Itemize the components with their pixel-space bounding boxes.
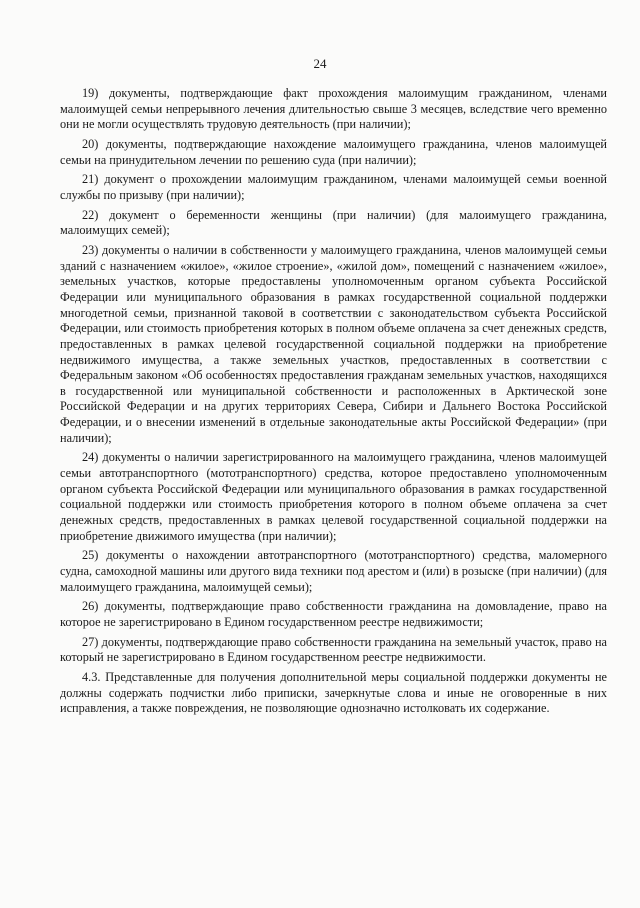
paragraph-item-27: 27) документы, подтверждающие право собственности гражданина на земельный участок, право на который не зарегистрировано в Едином государственном реестре недвижимости. [60,634,607,665]
paragraph-item-26: 26) документы, подтверждающие право собственности гражданина на домовладение, право на которое не зарегистрировано в Едином государственном реестре недвижимости; [60,599,607,629]
paragraph-item-25: 25) документы о нахождении автотранспортного (мототранспортного) средства, маломерного судна, самоходной машины или другого вида техники под арестом и (или) в розыске (при наличии) (для малоимущего гражданина, малоимущей семьи); [60,548,607,594]
paragraph-section-4-3: 4.3. Представленные для получения дополнительной меры социальной поддержки документы не должны содержать подчистки либо приписки, зачеркнутые слова и иные не оговоренные в них исправления, а также повреждения, не позволяющие однозначно истолковать их содержание. [60,669,607,716]
paragraph-item-23: 23) документы о наличии в собственности у малоимущего гражданина, членов малоимущей семьи зданий с назначением «жилое», «жилое строение», «жилой дом», помещений с назначением «жилое», земельных участков, которые предоставлены уполномоченным органом субъекта Российской Федерации или муниципального образования в рамках государственной социальной поддержки многодетной семьи, признанной таковой в соответствии с законодательством субъекта Российской Федерации, или стоимость приобретения которых в полном объеме оплачена за счет денежных средств, предоставленных в рамках целевой государственной социальной поддержки на приобретение недвижимого имущества, а также земельных участков, предоставленных в соответствии с Федеральным законом «Об особенностях предоставления гражданам земельных участков, находящихся в государственной или муниципальной собственности и расположенных в Арктической зоне Российской Федерации и на других территориях Севера, Сибири и Дальнего Востока Российской Федерации, и о внесении изменений в отдельные законодательные акты Российской Федерации» (при наличии); [60,242,607,445]
paragraph-item-19: 19) документы, подтверждающие факт прохождения малоимущим гражданином, членами малоимущей семьи непрерывного лечения длительностью свыше 3 месяцев, вследствие чего временно они не могли осуществлять трудовую деятельность (при наличии); [60,86,607,132]
paragraph-item-21: 21) документ о прохождении малоимущим гражданином, членами малоимущей семьи военной службы по призыву (при наличии); [60,172,607,202]
paragraph-item-24: 24) документы о наличии зарегистрированного на малоимущего гражданина, членов малоимущей семьи автотранспортного (мототранспортного) средства, которое предоставлено уполномоченным органом субъекта Российской Федерации или муниципального образования в рамках государственной социальной поддержки или стоимость приобретения которого в полном объеме оплачена за счет денежных средств, предоставленных в рамках целевой государственной социальной поддержки на приобретение движимого имущества (при наличии); [60,450,607,543]
page-number: 24 [313,56,327,71]
paragraph-item-20: 20) документы, подтверждающие нахождение малоимущего гражданина, членов малоимущей семьи на принудительном лечении по решению суда (при наличии); [60,136,607,167]
document-body [60,86,607,721]
paragraph-item-22: 22) документ о беременности женщины (при наличии) (для малоимущего гражданина, малоимущих семей); [60,207,607,238]
